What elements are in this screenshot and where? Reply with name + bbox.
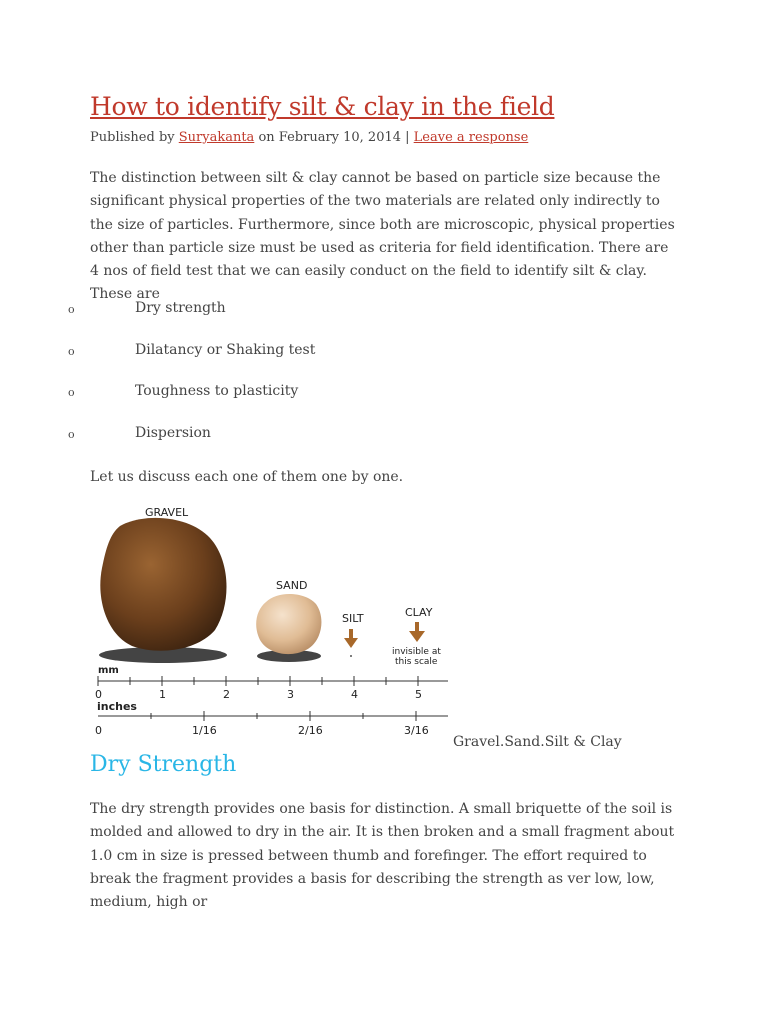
- mm-label: mm: [98, 665, 119, 676]
- invisible-label-line2: this scale: [395, 657, 438, 667]
- clay-label: CLAY: [405, 606, 433, 619]
- bullet-icon: o: [68, 386, 75, 399]
- lead-in-paragraph: Let us discuss each one of them one by one.: [90, 469, 404, 485]
- inch-tick-label: 3/16: [404, 724, 429, 737]
- mm-tick-label: 3: [287, 688, 294, 701]
- byline-prefix: Published by: [90, 130, 179, 145]
- bullet-icon: o: [68, 345, 75, 358]
- list-item-label: Toughness to plasticity: [135, 383, 299, 399]
- inch-tick-label: 1/16: [192, 724, 217, 737]
- silt-arrow-icon: [344, 629, 358, 657]
- inches-label: inches: [97, 700, 137, 713]
- author-link[interactable]: Suryakanta: [178, 130, 255, 145]
- list-item-label: Dilatancy or Shaking test: [135, 342, 316, 358]
- dry-strength-paragraph: The dry strength provides one basis for distinction. A small briquette of the soil is molded and allowed to dry in the air. It is then broken and a small fragment about 1.0 cm in size is pressed between thumb and forefinger. The effort required to break the fragment provides a basis for describing the strength as ver low, low, medium, high or: [90, 801, 675, 911]
- mm-tick-label: 2: [223, 688, 230, 701]
- mm-tick-label: 1: [159, 688, 166, 701]
- list-item-label: Dispersion: [135, 425, 211, 441]
- sand-label: SAND: [276, 579, 308, 592]
- list-item: [0, 425, 768, 447]
- inch-tick-label: 0: [95, 724, 102, 737]
- mm-ticks: [95, 676, 422, 701]
- inch-tick-label: 2/16: [298, 724, 323, 737]
- byline-date: on February 10, 2014 |: [254, 130, 414, 145]
- list-item: [0, 383, 768, 405]
- particle-size-diagram: [90, 498, 452, 754]
- invisible-label-line1: invisible at: [392, 647, 441, 657]
- section-heading-dry-strength: Dry Strength: [90, 752, 237, 777]
- bullet-icon: o: [68, 428, 75, 441]
- leave-response-link[interactable]: Leave a response: [413, 130, 529, 145]
- bullet-icon: o: [68, 303, 75, 316]
- intro-paragraph: The distinction between silt & clay cannot be based on particle size because the significant physical properties of the two materials are related only indirectly to the size of particles. Furthermore, since both are microscopic, physical properties other than particle size must be used as criteria for field identification. There are 4 nos of field test that we can easily conduct on the field to identify silt & clay. These are: [90, 170, 675, 303]
- sand-particle: [256, 594, 321, 654]
- silt-label: SILT: [342, 612, 364, 625]
- article-title[interactable]: How to identify silt & clay in the field: [90, 92, 555, 121]
- list-item: [0, 342, 768, 364]
- mm-tick-label: 0: [95, 688, 102, 701]
- mm-tick-label: 5: [415, 688, 422, 701]
- mm-tick-label: 4: [351, 688, 358, 701]
- byline: [90, 130, 528, 145]
- clay-arrow-icon: [409, 622, 425, 642]
- list-item-label: Dry strength: [135, 300, 226, 316]
- gravel-particle: [100, 518, 226, 651]
- soil-particle-figure: [90, 498, 452, 758]
- gravel-label: GRAVEL: [145, 506, 189, 519]
- list-item: [0, 300, 768, 322]
- inch-ticks: [95, 711, 429, 737]
- figure-caption: Gravel.Sand.Silt & Clay: [453, 734, 622, 750]
